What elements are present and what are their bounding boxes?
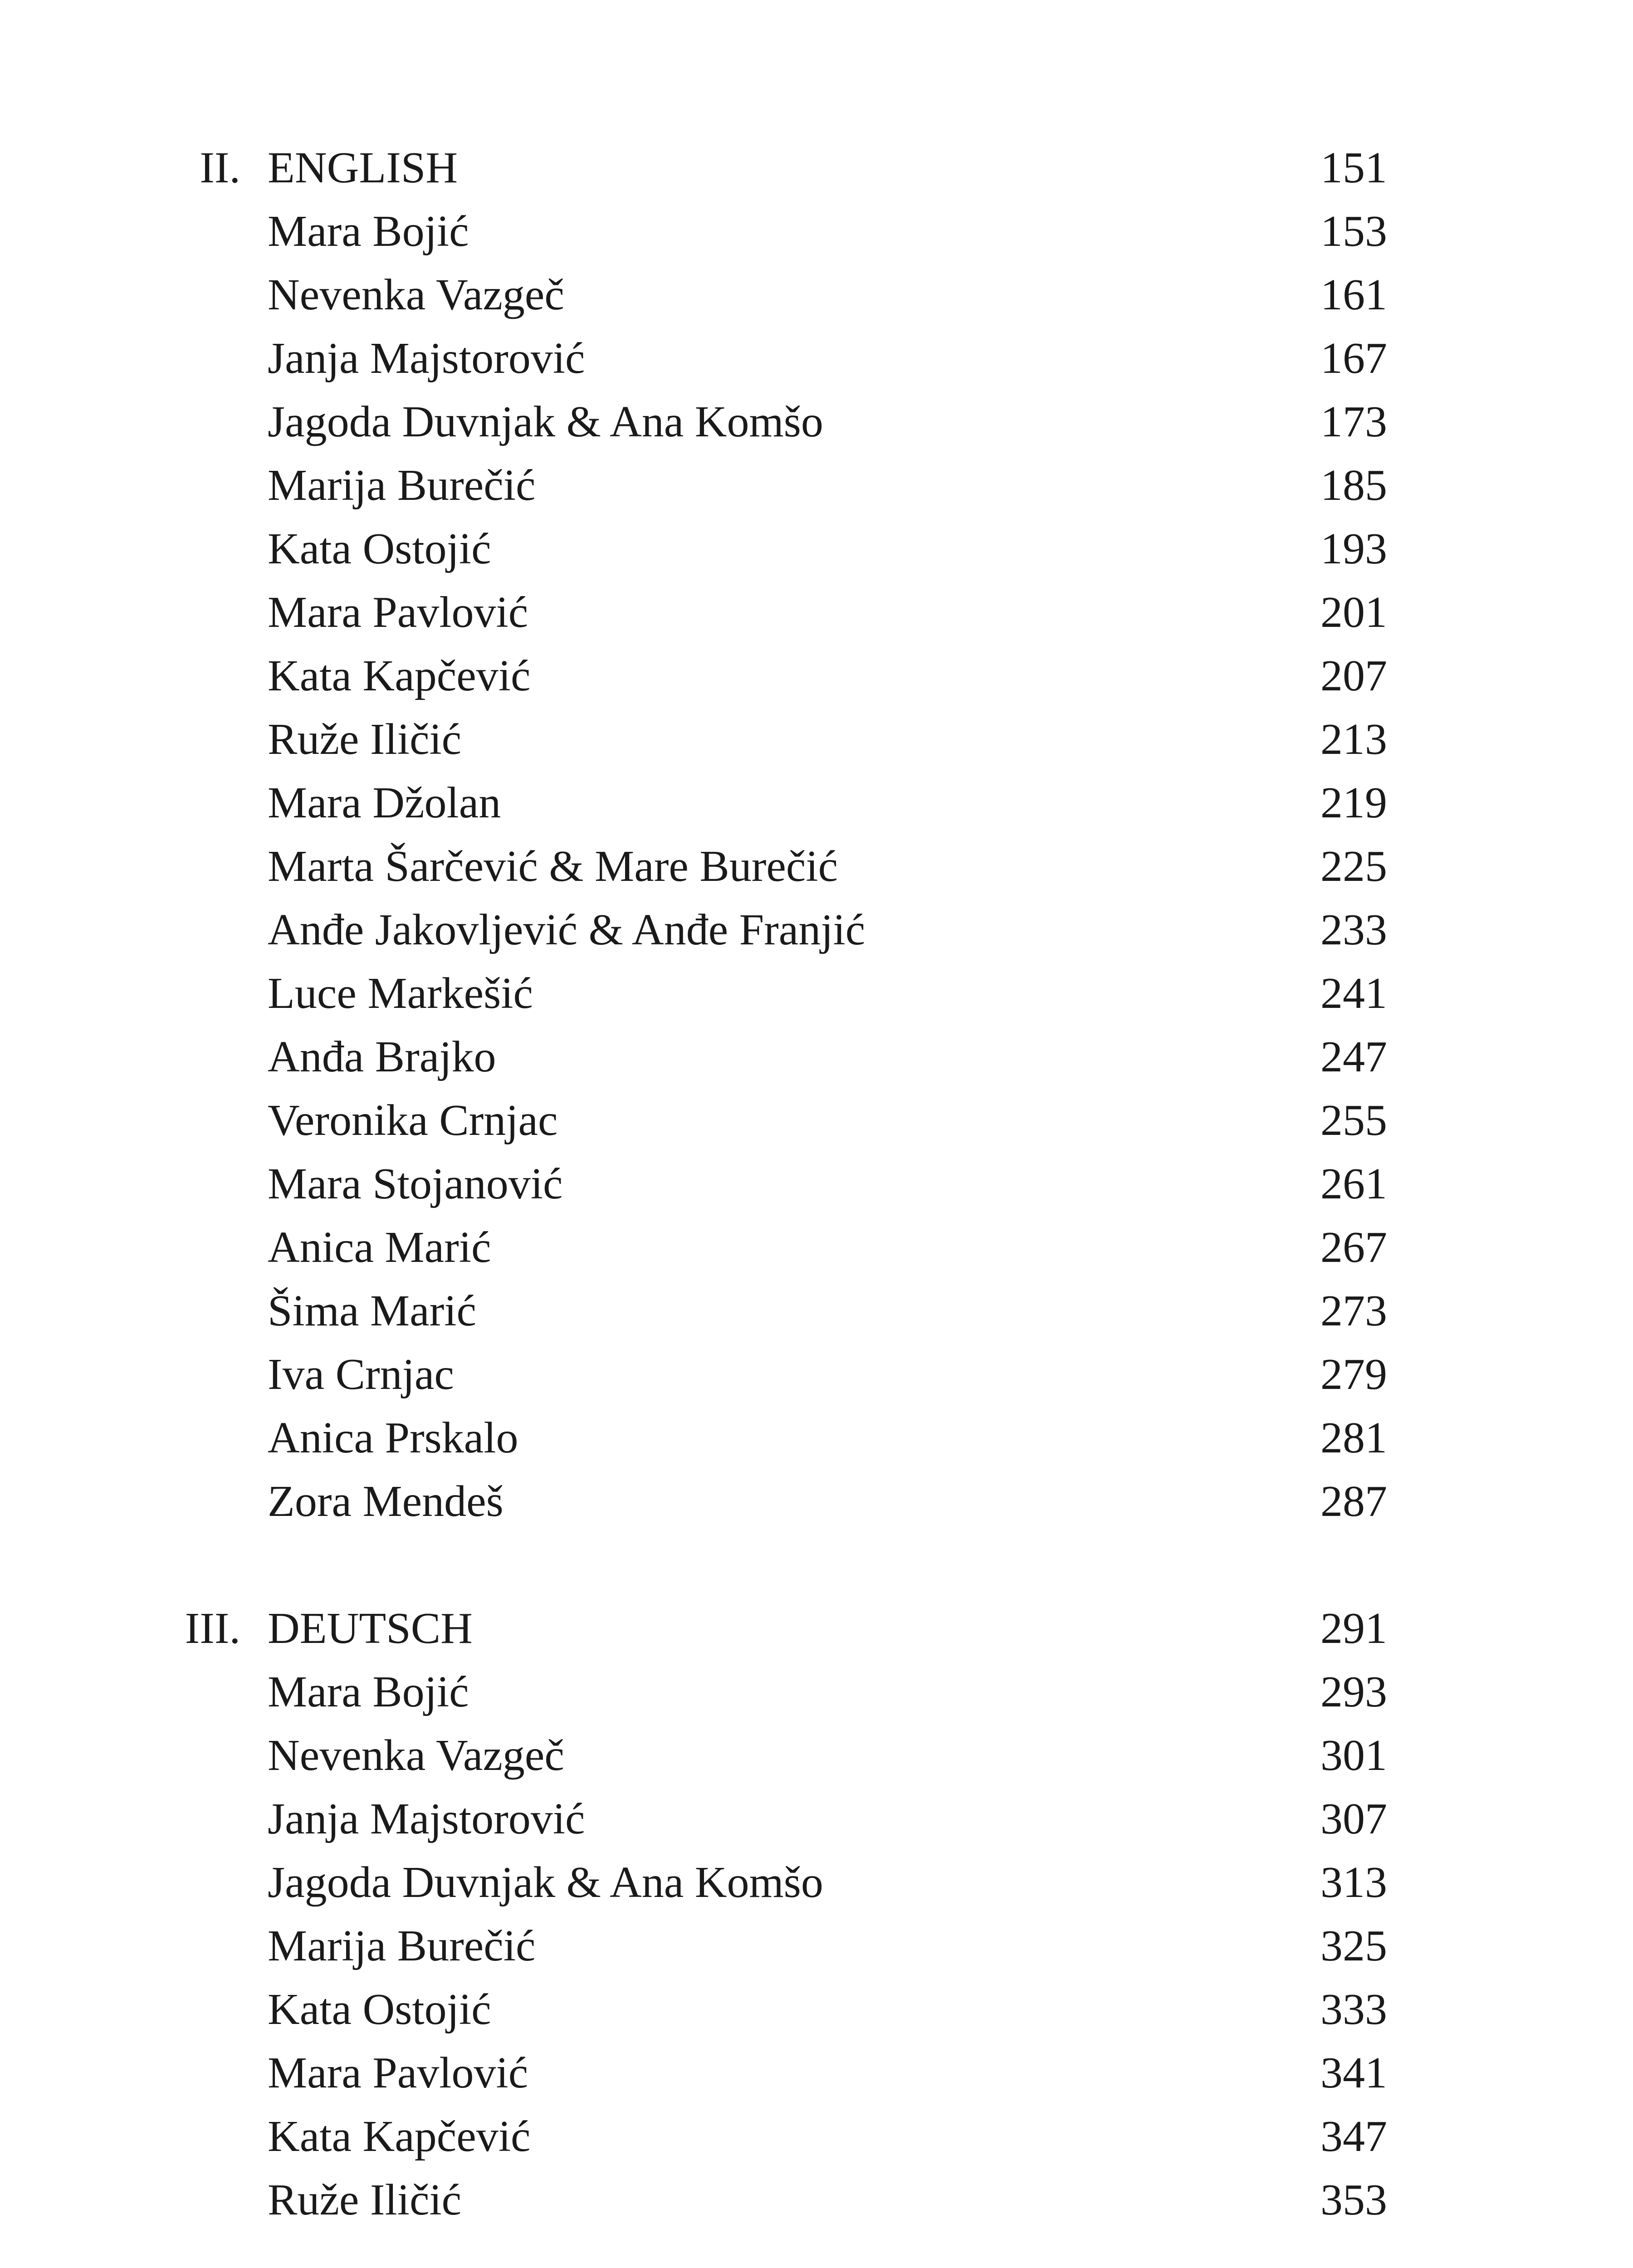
entry-page-number: 173 (1320, 397, 1387, 446)
entry-title: Kata Ostojić (268, 524, 491, 573)
toc-entry (0, 2041, 1633, 2105)
toc-entry (0, 517, 1633, 581)
section-numeral: II. (200, 143, 240, 192)
toc-entry (0, 962, 1633, 1025)
entry-title: Ruže Iličić (268, 2175, 462, 2224)
toc-entry (0, 1279, 1633, 1343)
entry-title: Janja Majstorović (268, 1794, 585, 1843)
toc-entry (0, 200, 1633, 263)
toc-entry (0, 1724, 1633, 1787)
entry-page-number: 307 (1320, 1794, 1387, 1843)
entry-page-number: 313 (1320, 1858, 1387, 1907)
entry-page-number: 201 (1320, 588, 1387, 637)
entry-title: Ruže Iličić (268, 715, 462, 764)
entry-title: Luce Markešić (268, 969, 533, 1018)
section-numeral: III. (185, 1604, 240, 1653)
entry-title: Kata Kapčević (268, 651, 531, 700)
toc-entry (0, 771, 1633, 835)
toc-entry (0, 1152, 1633, 1216)
entry-title: Marija Burečić (268, 461, 536, 510)
toc-section (0, 1597, 1633, 2232)
toc-entry (0, 1978, 1633, 2041)
toc-entry (0, 1851, 1633, 1914)
toc-entry (0, 1406, 1633, 1470)
entry-page-number: 247 (1320, 1032, 1387, 1081)
section-page-number: 291 (1320, 1604, 1387, 1653)
toc-entry (0, 454, 1633, 517)
toc-entry (0, 2168, 1633, 2232)
entry-page-number: 293 (1320, 1667, 1387, 1716)
entry-title: Jagoda Duvnjak & Ana Komšo (268, 1858, 823, 1907)
entry-page-number: 153 (1320, 207, 1387, 256)
entry-title: Zora Mendeš (268, 1477, 504, 1526)
toc-entry (0, 1470, 1633, 1533)
entry-page-number: 287 (1320, 1477, 1387, 1526)
toc-entry (0, 1343, 1633, 1406)
entry-title: Kata Kapčević (268, 2112, 531, 2161)
entry-page-number: 341 (1320, 2048, 1387, 2097)
entry-title: Janja Majstorović (268, 334, 585, 383)
entry-page-number: 161 (1320, 270, 1387, 319)
entry-page-number: 167 (1320, 334, 1387, 383)
entry-page-number: 267 (1320, 1223, 1387, 1272)
entry-title: Mara Bojić (268, 207, 469, 256)
entry-title: Mara Pavlović (268, 2048, 528, 2097)
entry-title: Mara Bojić (268, 1667, 469, 1716)
section-page-number: 151 (1320, 143, 1387, 192)
entry-page-number: 207 (1320, 651, 1387, 700)
table-of-contents (0, 136, 1633, 2232)
entry-title: Jagoda Duvnjak & Ana Komšo (268, 397, 823, 446)
toc-entry (0, 1660, 1633, 1724)
entry-page-number: 193 (1320, 524, 1387, 573)
entry-title: Anđa Brajko (268, 1032, 496, 1081)
entry-page-number: 347 (1320, 2112, 1387, 2161)
entry-page-number: 213 (1320, 715, 1387, 764)
entry-title: Šima Marić (268, 1286, 476, 1335)
entry-title: Marta Šarčević & Mare Burečić (268, 842, 838, 891)
entry-title: Anica Marić (268, 1223, 491, 1272)
entry-title: Mara Džolan (268, 778, 501, 827)
entry-title: Iva Crnjac (268, 1350, 454, 1399)
entry-page-number: 279 (1320, 1350, 1387, 1399)
entry-page-number: 233 (1320, 905, 1387, 954)
toc-entry (0, 898, 1633, 962)
section-title: DEUTSCH (268, 1604, 473, 1653)
entry-page-number: 301 (1320, 1731, 1387, 1780)
entry-title: Mara Stojanović (268, 1159, 563, 1208)
toc-entry (0, 708, 1633, 771)
entry-page-number: 219 (1320, 778, 1387, 827)
entry-title: Marija Burečić (268, 1921, 536, 1970)
toc-entry (0, 2105, 1633, 2168)
toc-entry (0, 1914, 1633, 1978)
toc-entry (0, 644, 1633, 708)
entry-page-number: 241 (1320, 969, 1387, 1018)
section-heading (0, 1597, 1633, 1660)
toc-entry (0, 1216, 1633, 1279)
entry-page-number: 325 (1320, 1921, 1387, 1970)
toc-entry (0, 327, 1633, 390)
entry-title: Kata Ostojić (268, 1985, 491, 2034)
toc-entry (0, 581, 1633, 644)
entry-title: Veronika Crnjac (268, 1096, 558, 1145)
toc-entry (0, 1787, 1633, 1851)
toc-entry (0, 390, 1633, 454)
entry-page-number: 185 (1320, 461, 1387, 510)
entry-title: Anđe Jakovljević & Anđe Franjić (268, 905, 865, 954)
toc-entry (0, 1089, 1633, 1152)
entry-page-number: 353 (1320, 2175, 1387, 2224)
entry-page-number: 333 (1320, 1985, 1387, 2034)
entry-page-number: 281 (1320, 1413, 1387, 1462)
entry-title: Nevenka Vazgeč (268, 1731, 564, 1780)
entry-title: Anica Prskalo (268, 1413, 518, 1462)
section-title: ENGLISH (268, 143, 458, 192)
toc-section (0, 136, 1633, 1533)
entry-page-number: 273 (1320, 1286, 1387, 1335)
entry-page-number: 261 (1320, 1159, 1387, 1208)
toc-entry (0, 263, 1633, 327)
entry-page-number: 225 (1320, 842, 1387, 891)
toc-entry (0, 1025, 1633, 1089)
entry-title: Nevenka Vazgeč (268, 270, 564, 319)
section-heading (0, 136, 1633, 200)
toc-entry (0, 835, 1633, 898)
entry-title: Mara Pavlović (268, 588, 528, 637)
entry-page-number: 255 (1320, 1096, 1387, 1145)
